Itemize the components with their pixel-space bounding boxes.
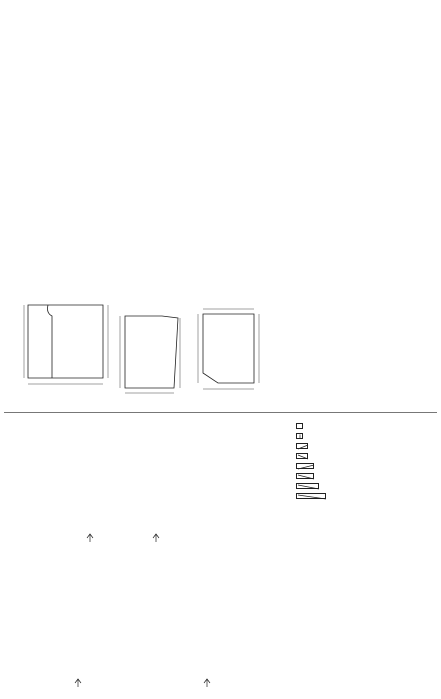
cross-2-left-icon [296,443,308,449]
legend-item-cross-2-right [296,453,438,459]
cross-3-left-icon [296,463,314,469]
legend-item-knit [296,423,438,429]
schema2-chart [10,571,275,697]
back-piece-outline [28,305,103,378]
legend [296,418,438,503]
section-divider [4,412,437,413]
schema1-arrows [87,534,159,542]
schema1-chart [10,446,275,556]
legend-item-cross-2-left [296,443,438,449]
cross-3-right-icon [296,473,314,479]
legend-item-cross-6-right [296,493,438,499]
legend-item-purl [296,433,438,439]
cross-6-right-icon [296,493,326,499]
legend-item-cross-4-right [296,483,438,489]
knit-symbol-icon [296,423,303,429]
schema2-arrows [75,679,210,687]
legend-item-cross-3-left [296,463,438,469]
purl-symbol-icon [296,433,303,439]
sleeve-piece-outline [125,316,178,388]
cross-2-right-icon [296,453,308,459]
legend-item-cross-3-right [296,473,438,479]
cross-4-right-icon [296,483,319,489]
hood-piece-outline [203,314,254,383]
